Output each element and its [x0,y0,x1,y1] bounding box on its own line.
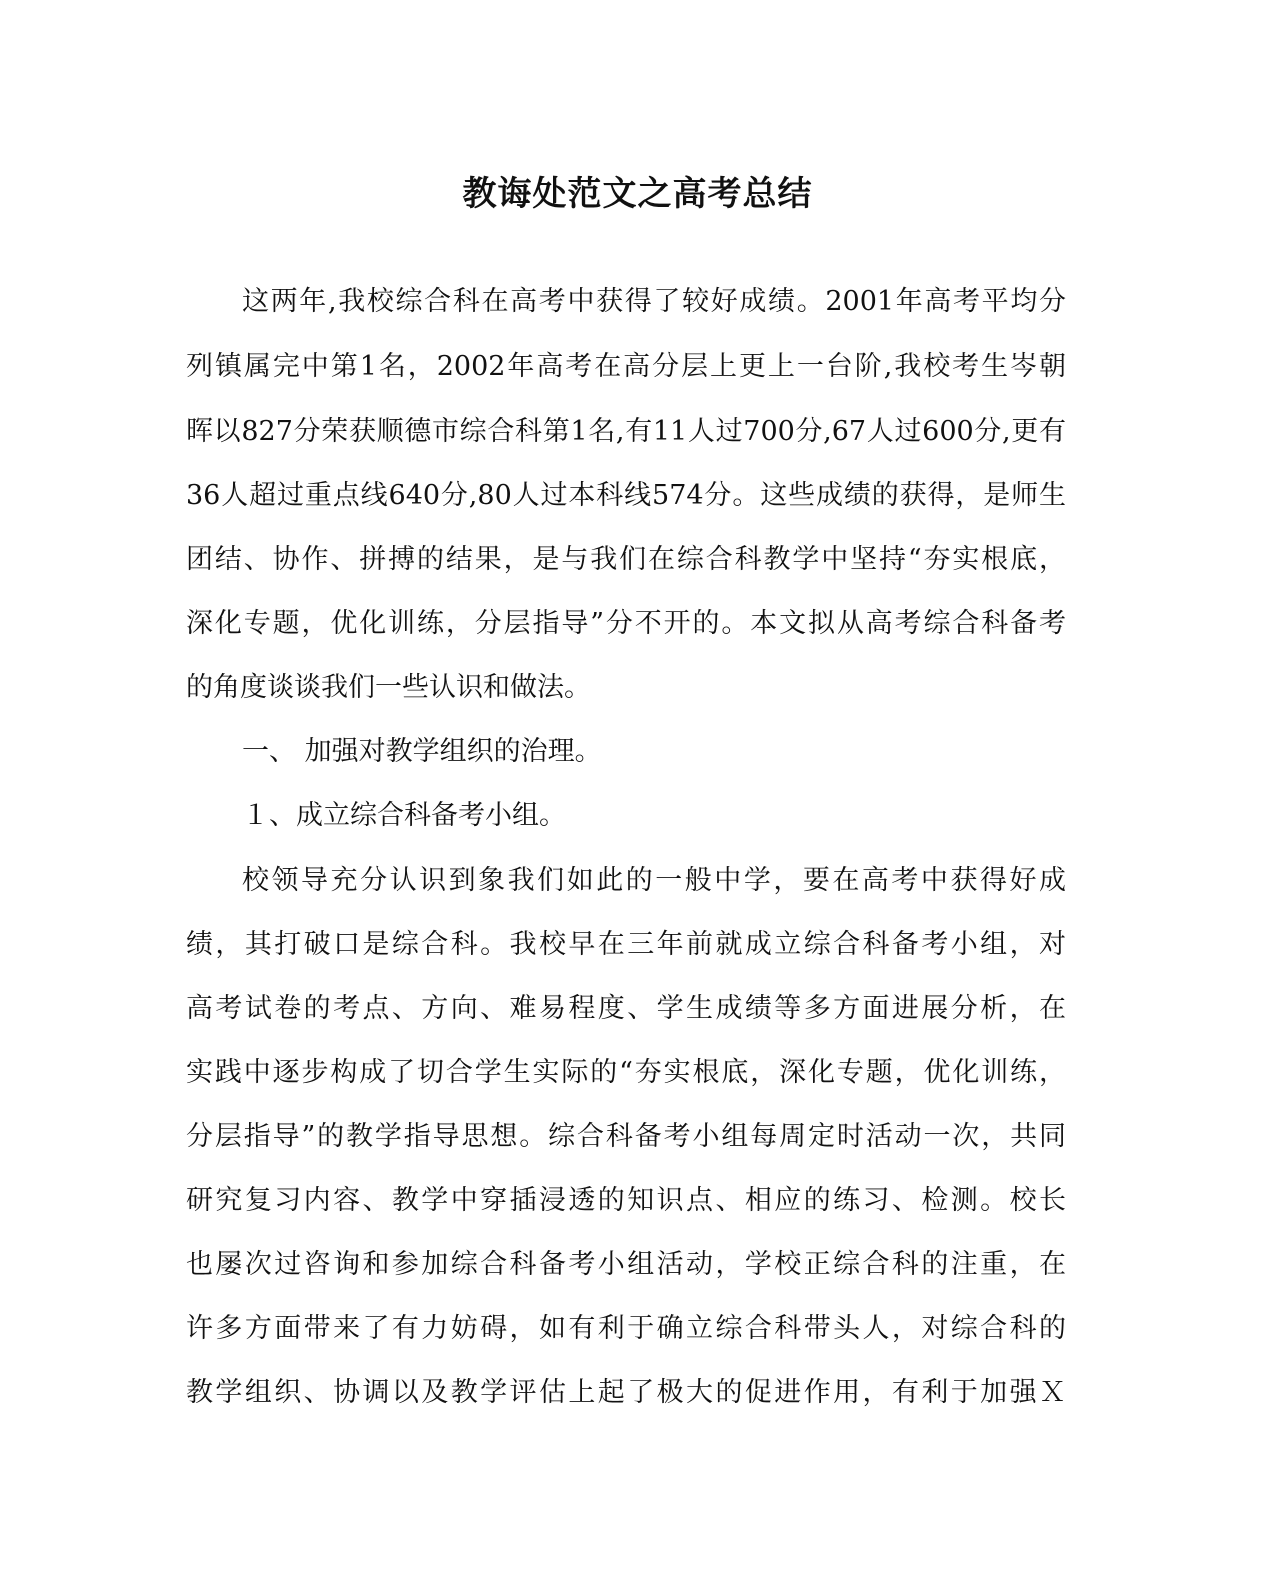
paragraph-1-line-6: 深化专题，优化训练，分层指导”分不开的。本文拟从高考综合科备考 [186,608,1066,639]
paragraph-2-line-7: 也屡次过咨询和参加综合科备考小组活动，学校正综合科的注重，在 [186,1249,1066,1280]
paragraph-1-line-7: 的角度谈谈我们一些认识和做法。 [186,672,591,703]
paragraph-2-line-4: 实践中逐步构成了切合学生实际的“夯实根底，深化专题，优化训练， [186,1057,1066,1088]
paragraph-1-line-4: 36人超过重点线640分,80人过本科线574分。这些成绩的获得，是师生 [186,480,1066,511]
paragraph-2-line-1: 校领导充分认识到象我们如此的一般中学，要在高考中获得好成 [242,865,1066,896]
paragraph-1-line-1: 这两年,我校综合科在高考中获得了较好成绩。2001年高考平均分 [242,286,1066,317]
paragraph-2-line-8: 许多方面带来了有力妨碍，如有利于确立综合科带头人，对综合科的 [186,1313,1066,1344]
paragraph-1-line-2: 列镇属完中第1名，2002年高考在高分层上更上一台阶,我校考生岑朝 [186,351,1066,382]
paragraph-2-line-5: 分层指导”的教学指导思想。综合科备考小组每周定时活动一次，共同 [186,1121,1066,1152]
paragraph-2-line-9: 教学组织、协调以及教学评估上起了极大的促进作用，有利于加强Ｘ [186,1377,1066,1408]
section-heading-1: 一、 加强对教学组织的治理。 [242,736,602,767]
paragraph-2-line-3: 高考试卷的考点、方向、难易程度、学生成绩等多方面进展分析，在 [186,993,1066,1024]
subsection-heading-1: １、成立综合科备考小组。 [242,800,566,831]
paragraph-2-line-2: 绩，其打破口是综合科。我校早在三年前就成立综合科备考小组，对 [186,929,1066,960]
document-title: 教诲处范文之高考总结 [462,174,813,214]
paragraph-2-line-6: 研究复习内容、教学中穿插浸透的知识点、相应的练习、检测。校长 [186,1185,1066,1216]
paragraph-1-line-3: 晖以827分荣获顺德市综合科第1名,有11人过700分,67人过600分,更有 [186,416,1066,447]
paragraph-1-line-5: 团结、协作、拼搏的结果，是与我们在综合科教学中坚持“夯实根底， [186,544,1066,575]
